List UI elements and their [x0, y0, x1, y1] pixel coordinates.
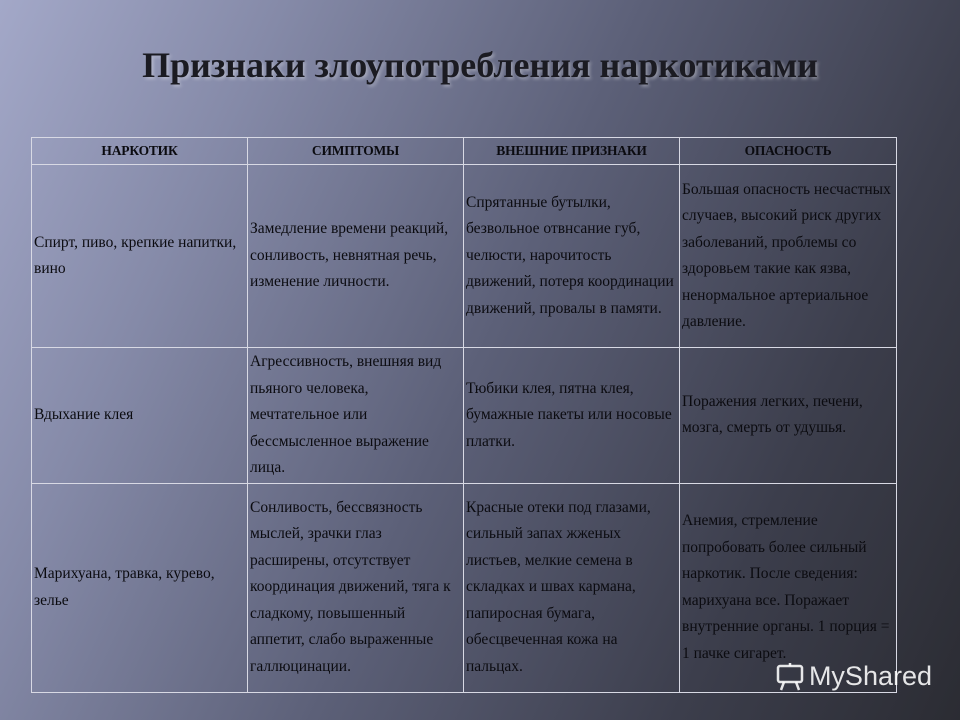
cell-signs: Тюбики клея, пятна клея, бумажные пакеты или носовые платки. [464, 348, 680, 484]
cell-danger: Большая опасность несчастных случаев, высокий риск других заболеваний, проблемы со здоровьем такие как язва, ненормальное артериальное давление. [680, 165, 897, 348]
cell-signs: Спрятанные бутылки, безвольное отвнсание губ, челюсти, нарочитость движений, потеря координации движений, провалы в памяти. [464, 165, 680, 348]
watermark [775, 661, 932, 692]
watermark-text: MyShared [808, 661, 932, 691]
table-row [32, 483, 897, 692]
header-danger: ОПАСНОСТЬ [680, 138, 897, 165]
table-header-row [32, 138, 897, 165]
cell-danger: Анемия, стремление попробовать более сильный наркотик. После сведения: марихуана все. Поражает внутренние органы. 1 порция = 1 пачке сигарет. [680, 483, 897, 692]
cell-danger: Поражения легких, печени, мозга, смерть от удушья. [680, 348, 897, 484]
cell-symptoms: Замедление времени реакций, сонливость, невнятная речь, изменение личности. [248, 165, 464, 348]
table-row [32, 165, 897, 348]
cell-drug: Марихуана, травка, курево, зелье [32, 483, 248, 692]
header-symptoms: СИМПТОМЫ [248, 138, 464, 165]
cell-symptoms: Агрессивность, внешняя вид пьяного человека, мечтательное или бессмысленное выражение лица. [248, 348, 464, 484]
presentation-board-icon [775, 662, 805, 692]
header-drug: НАРКОТИК [32, 138, 248, 165]
slide-title: Признаки злоупотребления наркотиками [142, 45, 818, 85]
cell-symptoms: Сонливость, бессвязность мыслей, зрачки глаз расширены, отсутствует координация движений, тяга к сладкому, повышенный аппетит, слабо выраженные галлюцинации. [248, 483, 464, 692]
cell-signs: Красные отеки под глазами, сильный запах жженых листьев, мелкие семена в складках и швах кармана, папиросная бумага, обесцвеченная кожа на пальцах. [464, 483, 680, 692]
header-signs: ВНЕШНИЕ ПРИЗНАКИ [464, 138, 680, 165]
drug-abuse-table [31, 137, 897, 693]
cell-drug: Вдыхание клея [32, 348, 248, 484]
table-row [32, 348, 897, 484]
cell-drug: Спирт, пиво, крепкие напитки, вино [32, 165, 248, 348]
